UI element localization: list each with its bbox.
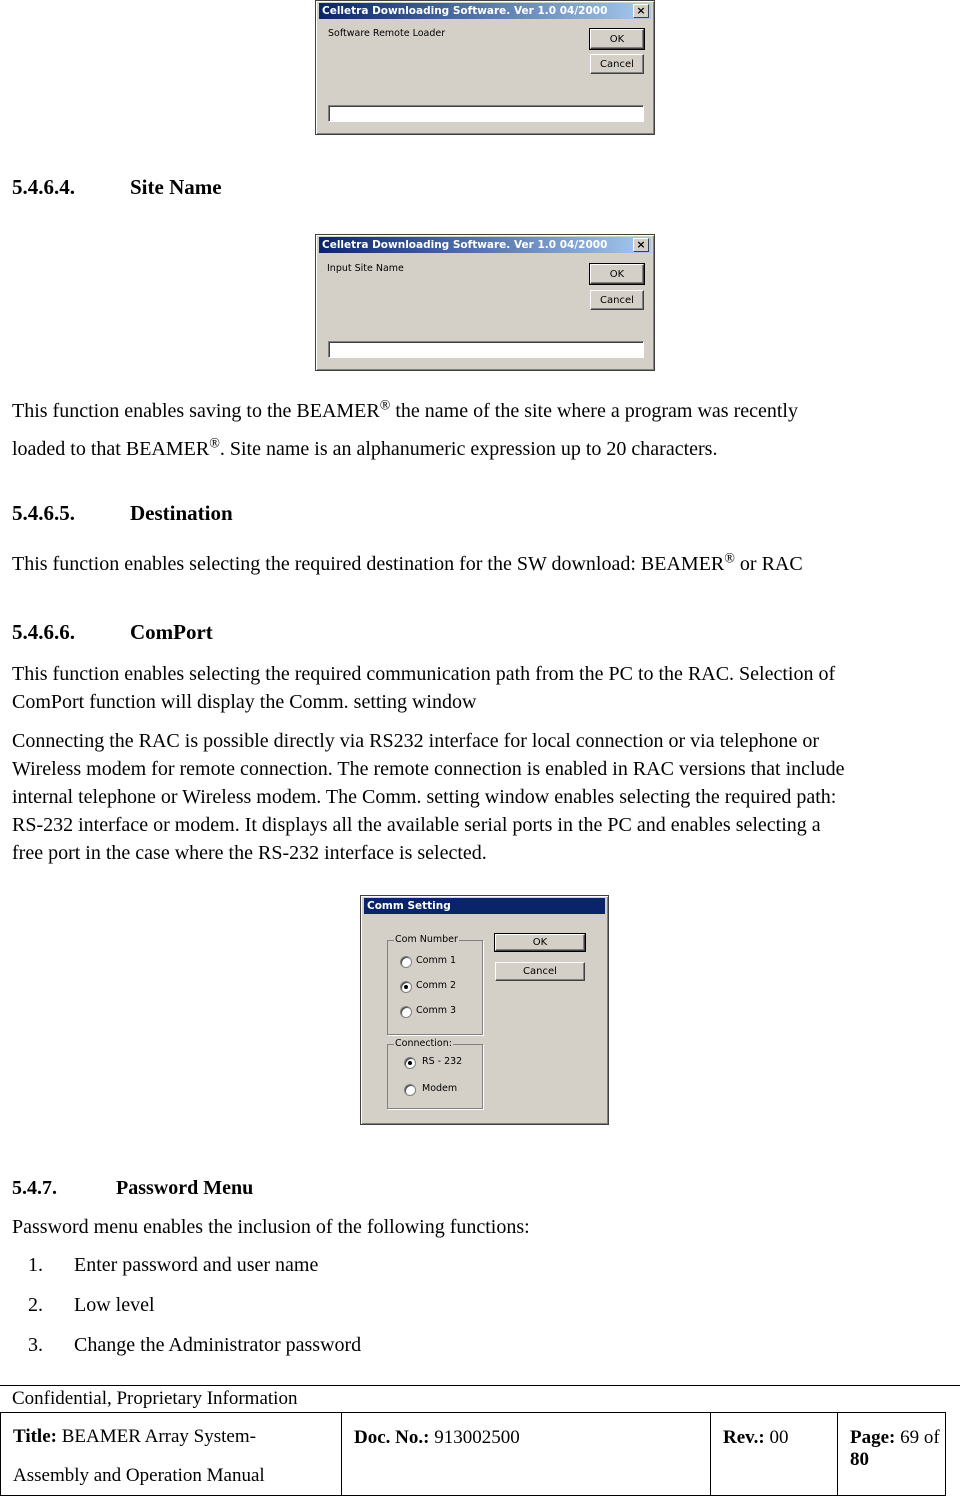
radio-comm-2[interactable] bbox=[400, 981, 412, 993]
password-intro: Password menu enables the inclusion of the following functions: bbox=[12, 1216, 530, 1238]
list-item-number: 3. bbox=[28, 1334, 43, 1356]
comm-dialog-title: Comm Setting bbox=[367, 900, 451, 912]
cancel-button[interactable]: Cancel bbox=[590, 54, 644, 74]
text-span: or RAC bbox=[734, 553, 803, 575]
footer-rev-label: Rev.: bbox=[723, 1427, 765, 1448]
comport-paragraph-1 bbox=[12, 660, 957, 716]
cancel-button[interactable]: Cancel bbox=[590, 290, 644, 310]
confidential-notice: Confidential, Proprietary Information bbox=[12, 1388, 298, 1409]
footer-table bbox=[0, 1412, 946, 1496]
radio-modem[interactable] bbox=[404, 1084, 416, 1096]
registered-mark: ® bbox=[379, 398, 391, 414]
list-item-text: Enter password and user name bbox=[74, 1254, 319, 1276]
footer-page-number: 69 bbox=[900, 1427, 920, 1448]
footer-doc-value: 913002500 bbox=[434, 1427, 520, 1448]
progress-field bbox=[328, 105, 644, 122]
text-span: This function enables saving to the BEAMER bbox=[12, 400, 380, 422]
connection-group-label: Connection: bbox=[395, 1038, 452, 1049]
section-number: 5.4.6.5. bbox=[12, 501, 75, 525]
loader-dialog-title: Celletra Downloading Software. Ver 1.0 04/2000 bbox=[322, 5, 608, 17]
registered-mark: ® bbox=[724, 551, 735, 567]
footer-title-label: Title: bbox=[13, 1426, 57, 1447]
ok-button[interactable]: OK bbox=[590, 264, 644, 284]
text-line bbox=[12, 392, 952, 430]
footer-page-total: 80 bbox=[850, 1449, 869, 1470]
footer-divider bbox=[0, 1385, 960, 1386]
text-line: ComPort function will display the Comm. setting window bbox=[12, 691, 477, 713]
text-line: Connecting the RAC is possible directly via RS232 interface for local connection or via telephone or bbox=[12, 730, 820, 752]
cancel-button[interactable]: Cancel bbox=[495, 962, 585, 981]
list-item-number: 1. bbox=[28, 1254, 43, 1276]
close-icon[interactable]: × bbox=[633, 4, 649, 18]
footer-doc-label: Doc. No.: bbox=[354, 1427, 430, 1448]
registered-mark: ® bbox=[209, 436, 220, 452]
footer-page-of: of bbox=[923, 1427, 940, 1448]
comport-paragraph-2 bbox=[12, 727, 957, 867]
text-line: internal telephone or Wireless modem. The Comm. setting window enables selecting the required path: bbox=[12, 786, 837, 808]
close-icon[interactable]: × bbox=[633, 238, 649, 252]
section-title: Destination bbox=[130, 501, 233, 525]
section-number: 5.4.7. bbox=[12, 1177, 57, 1199]
section-heading bbox=[12, 501, 233, 526]
loader-dialog bbox=[315, 0, 655, 135]
ok-button[interactable]: OK bbox=[495, 934, 585, 951]
radio-comm-1-label[interactable]: Comm 1 bbox=[416, 955, 457, 966]
section-title: Password Menu bbox=[116, 1177, 254, 1199]
radio-rs232-label[interactable]: RS - 232 bbox=[422, 1056, 463, 1067]
site-dialog-titlebar bbox=[319, 237, 651, 253]
destination-paragraph bbox=[12, 550, 952, 578]
footer-title-line1: BEAMER Array System- bbox=[61, 1426, 256, 1447]
footer-title-cell bbox=[1, 1413, 342, 1496]
text-line bbox=[12, 430, 952, 468]
com-number-group bbox=[387, 934, 483, 1035]
section-number: 5.4.6.4. bbox=[12, 175, 75, 199]
text-span: the name of the site where a program was recently bbox=[390, 400, 798, 422]
footer-title-line2: Assembly and Operation Manual bbox=[13, 1465, 265, 1486]
list-item-text: Change the Administrator password bbox=[74, 1334, 362, 1356]
site-name-paragraph bbox=[12, 392, 952, 468]
list-item-text: Low level bbox=[74, 1294, 155, 1316]
section-title: Site Name bbox=[130, 175, 222, 199]
comm-dialog-titlebar bbox=[364, 898, 605, 914]
text-span: This function enables selecting the required destination for the SW download: BEAMER bbox=[12, 553, 725, 575]
text-line: Wireless modem for remote connection. The remote connection is enabled in RAC versions that include bbox=[12, 758, 845, 780]
text-span: loaded to that BEAMER bbox=[12, 438, 210, 460]
section-heading bbox=[12, 1177, 254, 1200]
site-name-input[interactable] bbox=[328, 341, 644, 358]
footer-page-label: Page: bbox=[850, 1427, 896, 1448]
section-heading bbox=[12, 620, 213, 645]
section-title: ComPort bbox=[130, 620, 213, 644]
radio-comm-3[interactable] bbox=[400, 1006, 412, 1018]
radio-comm-1[interactable] bbox=[400, 956, 412, 968]
com-number-group-label: Com Number bbox=[395, 934, 458, 945]
footer-rev-cell bbox=[711, 1413, 838, 1496]
ok-button[interactable]: OK bbox=[590, 29, 644, 49]
connection-group bbox=[387, 1038, 483, 1109]
footer-doc-cell bbox=[342, 1413, 711, 1496]
text-line: This function enables selecting the required communication path from the PC to the RAC. Selection of bbox=[12, 663, 836, 685]
radio-modem-label[interactable]: Modem bbox=[422, 1083, 458, 1094]
section-heading bbox=[12, 175, 222, 200]
comm-setting-dialog bbox=[360, 895, 609, 1125]
loader-dialog-label: Software Remote Loader bbox=[328, 28, 446, 39]
site-dialog-label: Input Site Name bbox=[327, 263, 404, 274]
site-name-dialog bbox=[315, 234, 655, 371]
text-span: . Site name is an alphanumeric expression up to 20 characters. bbox=[219, 438, 718, 460]
footer-rev-value: 00 bbox=[769, 1427, 789, 1448]
radio-comm-2-label[interactable]: Comm 2 bbox=[416, 980, 457, 991]
list-item-number: 2. bbox=[28, 1294, 43, 1316]
text-line: free port in the case where the RS-232 interface is selected. bbox=[12, 842, 487, 864]
radio-comm-3-label[interactable]: Comm 3 bbox=[416, 1005, 457, 1016]
site-dialog-title: Celletra Downloading Software. Ver 1.0 04/2000 bbox=[322, 239, 608, 251]
footer-page-cell bbox=[838, 1413, 946, 1496]
radio-rs232[interactable] bbox=[404, 1057, 416, 1069]
text-line: RS-232 interface or modem. It displays all the available serial ports in the PC and enables selecting a bbox=[12, 814, 821, 836]
section-number: 5.4.6.6. bbox=[12, 620, 75, 644]
loader-dialog-titlebar bbox=[319, 3, 651, 19]
